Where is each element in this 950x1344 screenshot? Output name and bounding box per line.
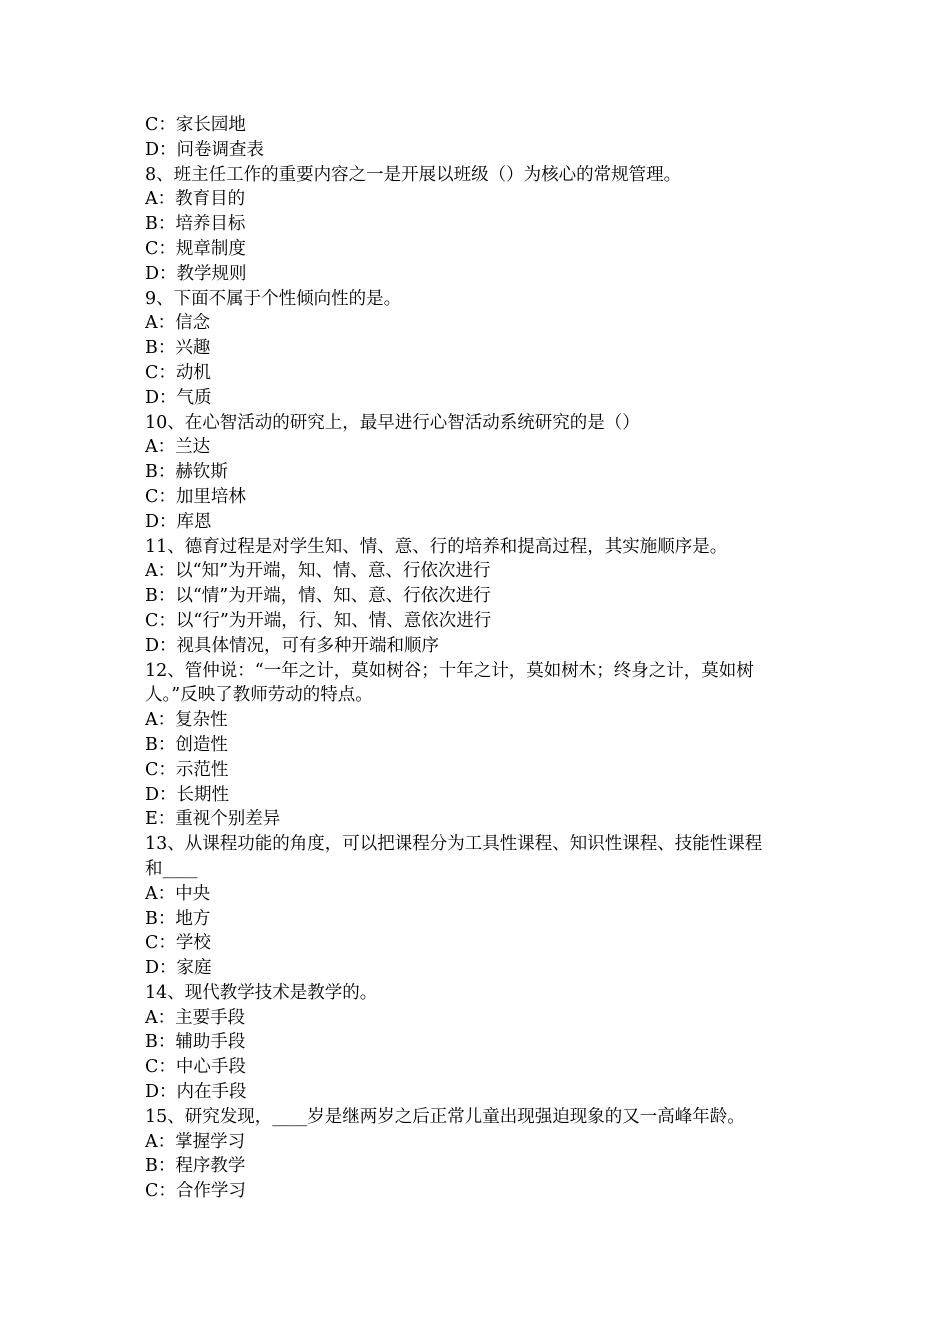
text-line: A：复杂性 — [145, 710, 228, 731]
text-line: A：信念 — [145, 313, 211, 334]
text-line: 8、班主任工作的重要内容之一是开展以班级（）为核心的常规管理。 — [145, 164, 682, 185]
text-line: D：气质 — [145, 387, 212, 408]
text-line: C：动机 — [145, 362, 211, 383]
text-line: 9、下面不属于个性倾向性的是。 — [145, 288, 402, 309]
text-line: D：长期性 — [145, 784, 230, 805]
text-line: C：示范性 — [145, 759, 229, 780]
text-line: A：兰达 — [145, 437, 211, 458]
text-line: A：掌握学习 — [145, 1131, 246, 1152]
text-line: C：以“行”为开端，行、知、情、意依次进行 — [145, 610, 492, 631]
text-line: B：培养目标 — [145, 214, 246, 235]
text-line: A：中央 — [145, 883, 211, 904]
text-line: A：以“知”为开端，知、情、意、行依次进行 — [145, 561, 491, 582]
text-line: D：家庭 — [145, 958, 212, 979]
text-line: B：兴趣 — [145, 338, 211, 359]
text-line: 人。”反映了教师劳动的特点。 — [145, 685, 373, 706]
question-text-block — [145, 113, 810, 1204]
text-line: B：辅助手段 — [145, 1032, 246, 1053]
text-line: B：地方 — [145, 908, 211, 929]
text-line: D：问卷调查表 — [145, 139, 265, 160]
text-line: C：家长园地 — [145, 115, 246, 135]
text-line: C：中心手段 — [145, 1057, 246, 1078]
text-line: C：规章制度 — [145, 238, 246, 259]
text-line: D：视具体情况，可有多种开端和顺序 — [145, 635, 440, 656]
text-line: B：赫钦斯 — [145, 462, 228, 483]
text-line: C：合作学习 — [145, 1181, 246, 1202]
text-line: D：教学规则 — [145, 263, 247, 284]
text-line: D：库恩 — [145, 511, 212, 532]
text-line: 13、从课程功能的角度，可以把课程分为工具性课程、知识性课程、技能性课程 — [145, 834, 763, 855]
text-line: D：内在手段 — [145, 1082, 247, 1103]
text-line: A：主要手段 — [145, 1007, 246, 1028]
text-line: B：以“情”为开端，情、知、意、行依次进行 — [145, 586, 491, 607]
text-line: 和____ — [145, 858, 198, 879]
text-line: C：学校 — [145, 933, 211, 954]
text-line: 11、德育过程是对学生知、情、意、行的培养和提高过程，其实施顺序是。 — [145, 536, 728, 557]
text-line: B：程序教学 — [145, 1156, 246, 1177]
text-line: 10、在心智活动的研究上，最早进行心智活动系统研究的是（） — [145, 412, 640, 433]
text-line: 12、管仲说：“一年之计，莫如树谷；十年之计，莫如树木；终身之计，莫如树 — [145, 660, 754, 681]
text-line: A：教育目的 — [145, 189, 246, 210]
text-line: B：创造性 — [145, 734, 228, 755]
text-line: 15、研究发现，____岁是继两岁之后正常儿童出现强迫现象的又一高峰年龄。 — [145, 1106, 745, 1127]
text-line: 14、现代教学技术是教学的。 — [145, 982, 378, 1003]
text-line: C：加里培林 — [145, 486, 246, 507]
text-line: E：重视个别差异 — [145, 809, 281, 830]
